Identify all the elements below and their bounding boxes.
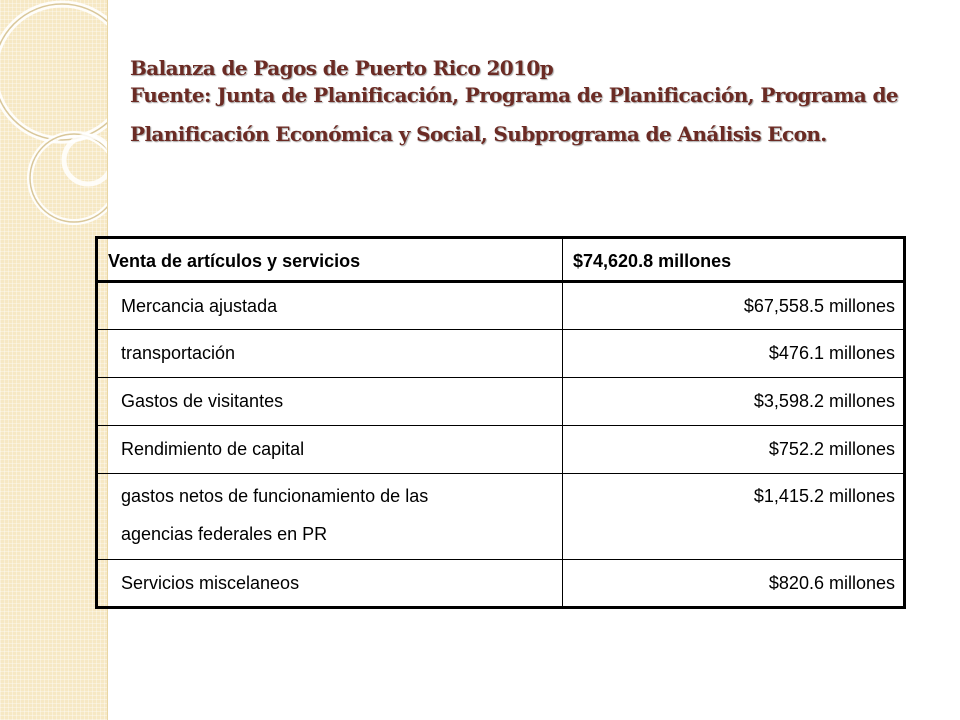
header-value-cell: $74,620.8 millones (563, 238, 905, 282)
title-line-2: Fuente: Junta de Planificación, Programa de Planificación, Programa de (130, 83, 898, 107)
row-value: $752.2 millones (563, 426, 905, 474)
table-row (97, 426, 905, 474)
table-row (97, 378, 905, 426)
row-label: Rendimiento de capital (97, 426, 563, 474)
table-row (97, 330, 905, 378)
table-row (97, 474, 905, 560)
balance-table (95, 236, 906, 609)
table-header-row (97, 238, 905, 282)
row-value: $3,598.2 millones (563, 378, 905, 426)
table-row (97, 560, 905, 608)
row-value: $476.1 millones (563, 330, 905, 378)
row-value: $1,415.2 millones (563, 474, 905, 560)
header-label-cell: Venta de artículos y servicios (97, 238, 563, 282)
row-label-line-1: gastos netos de funcionamiento de las (121, 486, 429, 506)
row-label-line-2: agencias federales en PR (121, 524, 328, 544)
row-label: Mercancia ajustada (97, 282, 563, 330)
slide-title (130, 55, 930, 153)
decorative-circles (0, 0, 107, 260)
row-label (97, 474, 563, 560)
decorative-sidebar (0, 0, 108, 720)
row-label: Gastos de visitantes (97, 378, 563, 426)
title-line-3: Planificación Económica y Social, Subprograma de Análisis Econ. (130, 122, 827, 146)
row-label: transportación (97, 330, 563, 378)
row-value: $67,558.5 millones (563, 282, 905, 330)
table-row (97, 282, 905, 330)
row-value: $820.6 millones (563, 560, 905, 608)
title-line-1: Balanza de Pagos de Puerto Rico 2010p (130, 56, 554, 80)
row-label: Servicios miscelaneos (97, 560, 563, 608)
